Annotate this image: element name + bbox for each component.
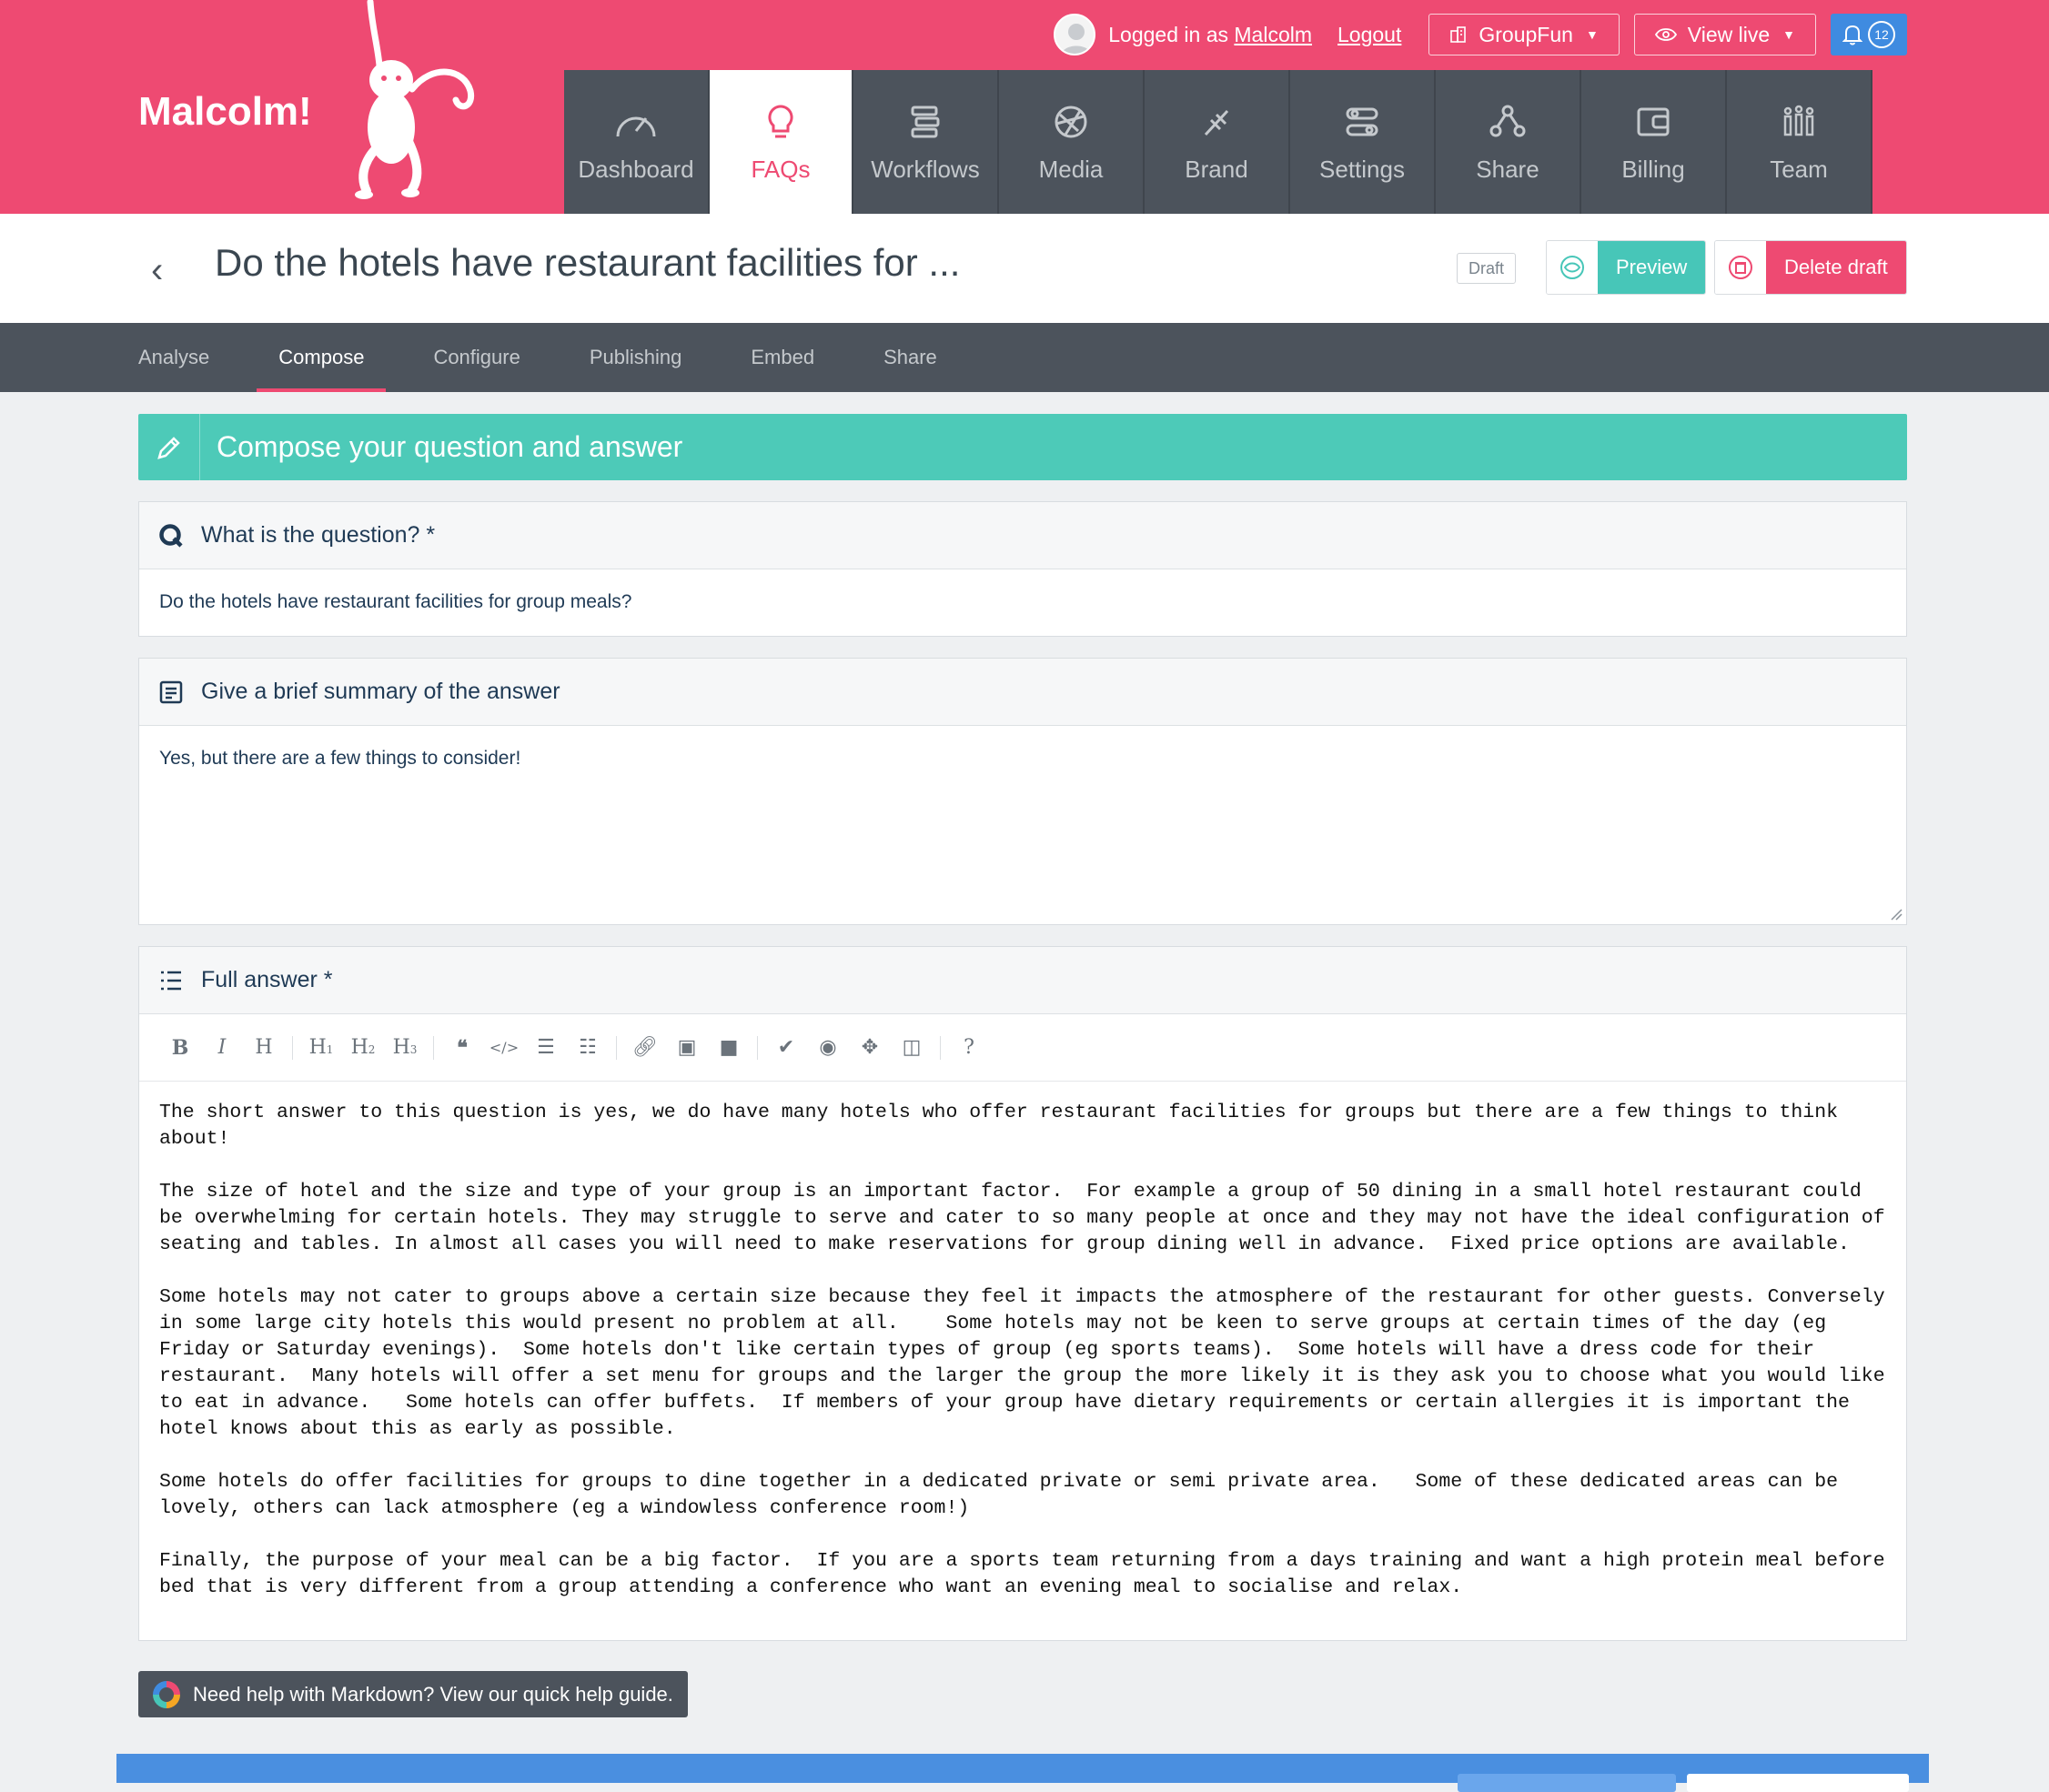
nav-media[interactable] — [999, 70, 1145, 214]
tab-share[interactable]: Share — [883, 346, 937, 368]
notifications-button[interactable] — [1831, 14, 1907, 55]
nav-label: Workflows — [871, 155, 980, 183]
footer-primary-button[interactable] — [1687, 1774, 1909, 1792]
org-name: GroupFun — [1479, 22, 1573, 46]
question-label: What is the question? * — [201, 522, 436, 548]
bell-icon — [1842, 24, 1862, 45]
monkey-logo-icon — [314, 0, 478, 214]
caret-down-icon: ▼ — [1585, 27, 1599, 42]
unordered-list-icon[interactable]: ☰ — [537, 1036, 555, 1059]
user-bar — [1054, 11, 1907, 58]
nav-brand[interactable] — [1145, 70, 1290, 214]
media-icon — [1053, 101, 1089, 143]
delete-draft-label: Delete draft — [1766, 241, 1906, 294]
nav-billing[interactable] — [1581, 70, 1727, 214]
tab-compose[interactable]: Compose — [278, 323, 364, 392]
compose-header — [138, 414, 1907, 480]
org-switcher-button[interactable] — [1428, 14, 1619, 55]
code-icon[interactable]: </> — [489, 1039, 520, 1056]
tab-configure[interactable]: Configure — [433, 346, 520, 368]
team-icon — [1781, 101, 1817, 143]
building-icon — [1449, 25, 1468, 44]
footer-bar — [116, 1754, 1929, 1783]
video-icon[interactable]: ■ — [719, 1036, 739, 1059]
nav-share[interactable] — [1436, 70, 1581, 214]
title-bar — [0, 214, 2049, 323]
fullscreen-icon[interactable]: ✥ — [861, 1036, 879, 1059]
link-icon[interactable]: 🔗︎ — [632, 1036, 658, 1059]
document-icon — [157, 680, 185, 704]
image-icon[interactable]: ▣ — [677, 1036, 697, 1059]
compose-heading: Compose your question and answer — [217, 430, 683, 463]
share-icon — [1489, 101, 1526, 143]
nav-label: Media — [1038, 155, 1104, 183]
view-live-button[interactable] — [1634, 14, 1816, 55]
summary-textarea[interactable]: Yes, but there are a few things to consider! — [159, 748, 521, 769]
markdown-toolbar — [139, 1014, 1906, 1082]
resize-handle-icon[interactable] — [1890, 908, 1903, 921]
italic-icon[interactable]: I — [217, 1036, 227, 1059]
settings-icon — [1344, 101, 1380, 143]
nav-dashboard[interactable] — [564, 70, 710, 214]
quote-icon[interactable]: ❝ — [457, 1035, 468, 1060]
nav-label: FAQs — [751, 155, 811, 183]
nav-label: Brand — [1185, 155, 1248, 183]
side-by-side-icon[interactable]: ◫ — [902, 1036, 922, 1059]
nav-label: Share — [1476, 155, 1539, 183]
sub-nav — [0, 323, 2049, 392]
avatar[interactable] — [1054, 14, 1095, 55]
eye-icon[interactable]: ◉ — [819, 1036, 837, 1059]
help-icon[interactable]: ? — [964, 1036, 974, 1059]
editor-paragraph: The size of hotel and the size and type of your group is an important factor. For example a group of 50 dining in a small hotel restaurant could be overwhelming for certain hotels. They may struggle to serve and cater to so many people at once and they may not have the ideal configuration of seating and tables. In almost all cases you will need to make reservations for group dining well in advance. Fixed price options are available. — [159, 1181, 1897, 1255]
heading-1-icon[interactable]: H1 — [308, 1036, 334, 1059]
eye-icon — [1547, 241, 1598, 294]
markdown-help-label: Need help with Markdown? View our quick help guide. — [193, 1682, 673, 1706]
preview-button[interactable] — [1546, 240, 1706, 295]
lifebuoy-icon — [153, 1681, 180, 1708]
eye-icon — [1655, 27, 1677, 42]
ordered-list-icon[interactable]: ☷ — [579, 1036, 597, 1059]
editor-paragraph: Some hotels do offer facilities for groups to dine together in a dedicated private or semi private area. Some of these dedicated areas can be lovely, others can lack atmosphere (eg a windowless conference room!) — [159, 1471, 1850, 1519]
trash-icon — [1715, 241, 1766, 294]
editor-paragraph: The short answer to this question is yes, we do have many hotels who offer restaurant facilities for groups but there are a few things to think about! — [159, 1102, 1850, 1150]
pencil-icon — [138, 414, 200, 480]
dashboard-icon — [613, 101, 659, 143]
logged-in-label: Logged in as — [1108, 22, 1235, 46]
status-badge: Draft — [1457, 253, 1516, 284]
heading-icon[interactable]: H — [255, 1036, 273, 1059]
markdown-editor[interactable] — [139, 1082, 1906, 1636]
bold-icon[interactable]: B — [171, 1035, 189, 1060]
brand-name[interactable]: Malcolm! — [138, 89, 312, 134]
nav-workflows[interactable] — [853, 70, 999, 214]
nav-label: Billing — [1621, 155, 1685, 183]
notification-count: 12 — [1868, 21, 1895, 48]
lightbulb-icon — [765, 101, 796, 143]
nav-label: Settings — [1319, 155, 1405, 183]
summary-panel — [138, 658, 1907, 925]
markdown-help-button[interactable] — [138, 1671, 688, 1717]
heading-3-icon[interactable]: H3 — [392, 1036, 418, 1059]
nav-label: Dashboard — [578, 155, 694, 183]
username-link[interactable]: Malcolm — [1234, 22, 1313, 46]
nav-team[interactable] — [1727, 70, 1872, 214]
delete-draft-button[interactable] — [1714, 240, 1907, 295]
logged-in-text — [1108, 23, 1312, 47]
back-chevron-icon[interactable]: ‹ — [151, 250, 164, 290]
full-answer-panel — [138, 946, 1907, 1641]
view-live-label: View live — [1687, 22, 1771, 46]
footer-secondary-button[interactable] — [1458, 1774, 1676, 1792]
nav-settings[interactable] — [1290, 70, 1436, 214]
tab-embed[interactable]: Embed — [751, 346, 815, 368]
heading-2-icon[interactable]: H2 — [350, 1036, 376, 1059]
page-title: Do the hotels have restaurant facilities for ... — [215, 241, 961, 284]
summary-label: Give a brief summary of the answer — [201, 679, 560, 704]
editor-paragraph: Finally, the purpose of your meal can be a big factor. If you are a sports team returning from a days training and want a high protein meal before bed that is very different from a group attending a conference who want an evening meal to socialise and relax. — [159, 1550, 1897, 1598]
logout-link[interactable]: Logout — [1337, 22, 1402, 46]
top-header — [0, 0, 2049, 214]
preview-label: Preview — [1598, 241, 1705, 294]
tab-publishing[interactable]: Publishing — [589, 346, 682, 368]
question-panel — [138, 501, 1907, 637]
workflows-icon — [907, 101, 944, 143]
check-icon[interactable]: ✔ — [777, 1036, 795, 1059]
main-nav — [564, 70, 1872, 214]
question-input[interactable]: Do the hotels have restaurant facilities for group meals? — [159, 591, 632, 612]
editor-paragraph: Some hotels may not cater to groups above a certain size because they feel it impacts the atmosphere of the restaurant for other guests. Conversely in some large city hotels this would present no problem at all. Some hotels may not be keen to serve groups at certain times of the day (eg Friday or Saturday evenings). Some hotels don't like certain types of group (eg sports teams). Some hotels will have a dress code for their restaurant. Many hotels will offer a set menu for groups and the larger the group the more likely it is they ask you to choose what you would like to eat in advance. Some hotels can offer buffets. If members of your group have dietary requirements or certain allergies it is important the hotel knows about this as early as possible. — [159, 1286, 1897, 1440]
list-icon — [157, 969, 185, 992]
full-answer-label: Full answer * — [201, 967, 333, 992]
tab-analyse[interactable]: Analyse — [138, 346, 210, 368]
nav-label: Team — [1770, 155, 1828, 183]
brand-icon — [1198, 101, 1235, 143]
wallet-icon — [1635, 101, 1671, 143]
caret-down-icon: ▼ — [1782, 27, 1795, 42]
nav-faqs[interactable] — [710, 70, 853, 214]
q-icon — [157, 523, 185, 549]
